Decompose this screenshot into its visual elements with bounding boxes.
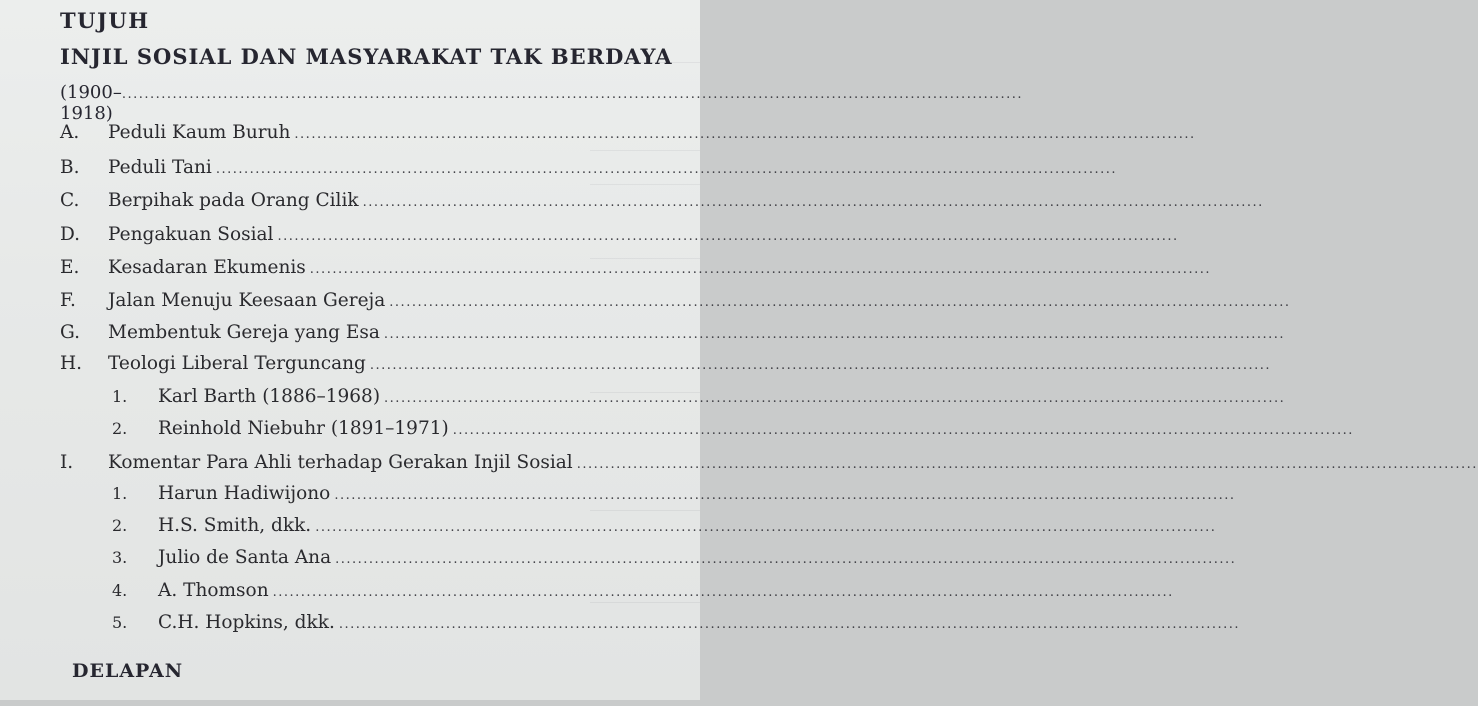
toc-label: A. Thomson [158,580,269,601]
dot-leader: ................................................................................................................................................................ [315,520,1217,535]
toc-entry [60,224,1179,245]
chapter-title: INJIL SOSIAL DAN MASYARAKAT TAK BERDAYA [60,44,673,69]
dot-leader: ................................................................................................................................................................ [272,585,1174,600]
toc-label: H.S. Smith, dkk. [158,515,312,536]
dot-leader: ................................................................................................................................................................ [362,195,1264,210]
toc-subentry [112,386,1286,407]
toc-label: Reinhold Niebuhr (1891–1971) [158,418,449,439]
toc-marker: H. [60,353,83,374]
toc-marker: A. [60,122,80,143]
toc-entry [60,122,1196,143]
dot-leader: ................................................................................................................................................................ [369,358,1272,373]
toc-marker: G. [60,322,80,343]
toc-label: Peduli Kaum Buruh [108,122,291,143]
toc-entry [60,353,1272,374]
toc-label: Komentar Para Ahli terhadap Gerakan Injil Sosial [108,452,573,473]
next-chapter-number: DELAPAN [72,660,184,682]
toc-label: Julio de Santa Ana [158,547,332,568]
dot-leader: ................................................................................................................................................................ [338,617,1240,632]
toc-marker: I. [60,452,74,473]
toc-label: Pengakuan Sosial [108,224,274,245]
dot-leader: ................................................................................................................................................................ [277,229,1179,244]
toc-marker: 3. [112,548,128,567]
toc-marker: 1. [112,387,128,406]
dot-leader: ................................................................................................................................................................ [452,423,1354,438]
dot-leader: ................................................................................................................................................................ [384,391,1286,406]
toc-marker: F. [60,290,76,311]
toc-subentry [112,483,1236,504]
toc-subentry [112,515,1217,536]
toc-entry [60,157,1117,178]
toc-subentry [112,580,1174,601]
toc-label: Peduli Tani [108,157,212,178]
dot-leader: ................................................................................................................................................................ [334,488,1236,503]
chapter-years: (1900–1918) [60,82,122,124]
toc-marker: E. [60,257,80,278]
toc-subentry [112,547,1237,568]
toc-subentry [112,418,1354,439]
dot-leader: ................................................................................................................................................................ [389,295,1291,310]
dot-leader: ................................................................................................................................................................ [309,262,1211,277]
dot-leader: ................................................................................................................................................................ [576,457,1478,472]
toc-marker: 4. [112,581,128,600]
toc-entry [60,257,1211,278]
toc-label: Membentuk Gereja yang Esa [108,322,380,343]
toc-marker: 2. [112,516,128,535]
toc-label: C.H. Hopkins, dkk. [158,612,335,633]
toc-marker: 1. [112,484,128,503]
toc-marker: 2. [112,419,128,438]
chapter-years-row [60,82,1024,124]
toc-marker: 5. [112,613,128,632]
toc-label: Teologi Liberal Terguncang [108,353,366,374]
dot-leader: ................................................................................................................................................................ [335,552,1237,567]
toc-entry [60,290,1291,311]
toc-label: Harun Hadiwijono [158,483,331,504]
dot-leader: ................................................................................................................................................................ [121,87,1024,102]
toc-label: Berpihak pada Orang Cilik [108,190,359,211]
dot-leader: ................................................................................................................................................................ [383,327,1286,342]
toc-label: Kesadaran Ekumenis [108,257,306,278]
dot-leader: ................................................................................................................................................................ [215,162,1117,177]
toc-label: Jalan Menuju Keesaan Gereja [108,290,386,311]
toc-entry [60,452,1478,473]
toc-marker: C. [60,190,80,211]
toc-subentry [112,612,1240,633]
toc-label: Karl Barth (1886–1968) [158,386,381,407]
toc-entry [60,322,1286,343]
toc-entry [60,190,1264,211]
dot-leader: ................................................................................................................................................................ [294,127,1196,142]
cut-off-heading [72,692,302,706]
chapter-number: TUJUH [60,8,150,33]
toc-marker: B. [60,157,80,178]
toc-marker: D. [60,224,81,245]
